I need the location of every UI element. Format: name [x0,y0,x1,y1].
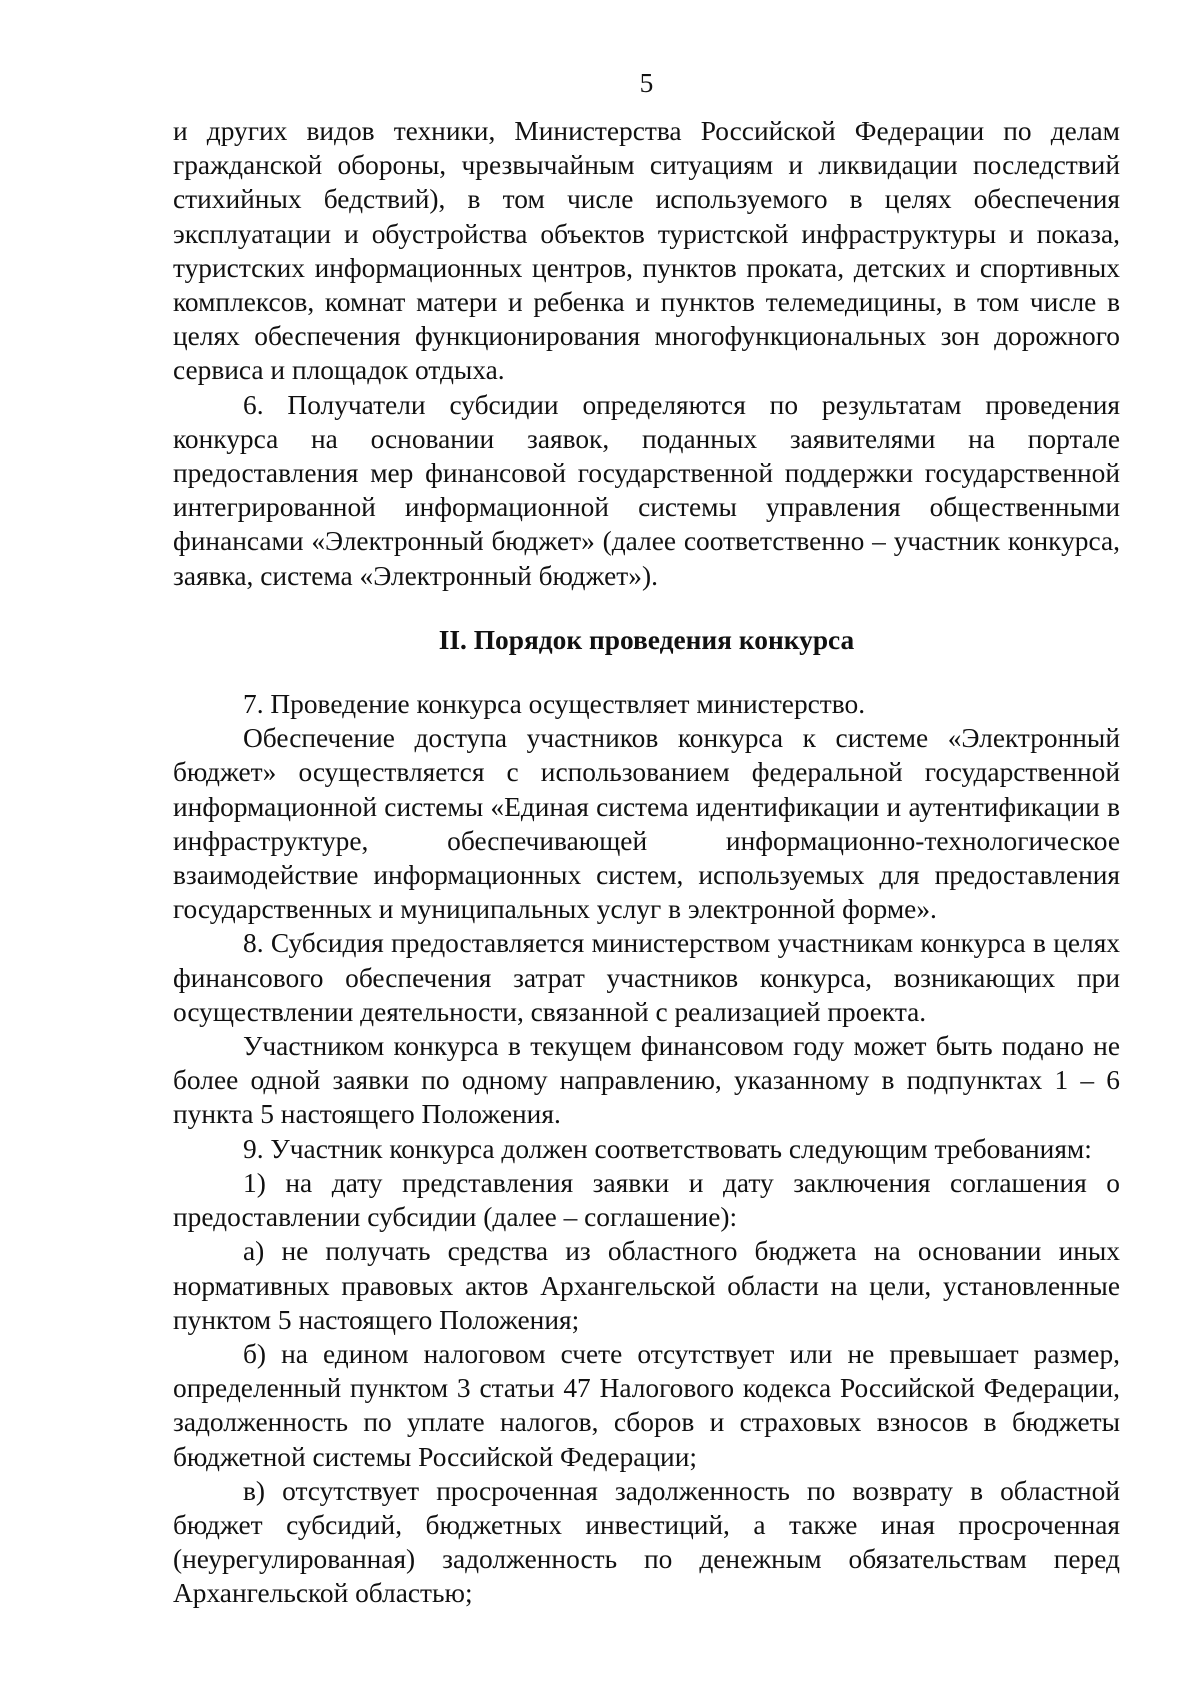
paragraph-item-6: 6. Получатели субсидии определяются по результатам проведения конкурса на основании заявок, поданных заявителями на портале предоставления мер финансовой государственной поддержки государственной интегрированной информационной системы управления общественными финансами «Электронный бюджет» (далее соответственно – участник конкурса, заявка, система «Электронный бюджет»). [173,389,1120,591]
paragraph-access: Обеспечение доступа участников конкурса к системе «Электронный бюджет» осуществляется с использованием федеральной государственной информационной системы «Единая система идентификации и аутентификации в инфраструктуре, обеспечивающей информационно-технологическое взаимодействие информационных систем, используемых для предоставления государственных и муниципальных услуг в электронной форме». [173,723,1120,925]
paragraph-subitem-b: б) на едином налоговом счете отсутствует или не превышает размер, определенный пунктом 3 статьи 47 Налогового кодекса Российской Федерации, задолженность по уплате налогов, сборов и страховых взносов в бюджеты бюджетной системы Российской Федерации; [173,1338,1120,1472]
paragraph-continuation: и других видов техники, Министерства Российской Федерации по делам гражданской обороны, чрезвычайным ситуациям и ликвидации последствий стихийных бедствий), в том числе используемого в целях обеспечения эксплуатации и обустройства объектов туристской инфраструктуры и показа, туристских информационных центров, пунктов проката, детских и спортивных комплексов, комнат матери и ребенка и пунктов телемедицины, в том числе в целях обеспечения функционирования многофункциональных зон дорожного сервиса и площадок отдыха. [173,116,1120,386]
paragraph-item-8: 8. Субсидия предоставляется министерством участникам конкурса в целях финансового обеспечения затрат участников конкурса, возникающих при осуществлении деятельности, связанной с реализацией проекта. [173,928,1120,1027]
paragraph-item-9: 9. Участник конкурса должен соответствовать следующим требованиям: [243,1133,1092,1164]
paragraph-subitem-a: а) не получать средства из областного бюджета на основании иных нормативных правовых актов Архангельской области на цели, установленные пунктом 5 настоящего Положения; [173,1236,1120,1335]
paragraph-one-application: Участником конкурса в текущем финансовом году может быть подано не более одной заявки по одному направлению, указанному в подпунктах 1 – 6 пункта 5 настоящего Положения. [173,1031,1120,1130]
paragraph-subitem-1: 1) на дату представления заявки и дату заключения соглашения о предоставлении субсидии (далее – соглашение): [173,1167,1120,1233]
paragraph-subitem-v: в) отсутствует просроченная задолженность по возврату в областной бюджет субсидий, бюджетных инвестиций, а также иная просроченная (неурегулированная) задолженность по денежным обязательствам перед Архангельской областью; [173,1475,1120,1609]
page-number: 5 [639,68,654,98]
paragraph-item-7: 7. Проведение конкурса осуществляет министерство. [243,689,866,720]
section-heading: II. Порядок проведения конкурса [438,624,855,655]
